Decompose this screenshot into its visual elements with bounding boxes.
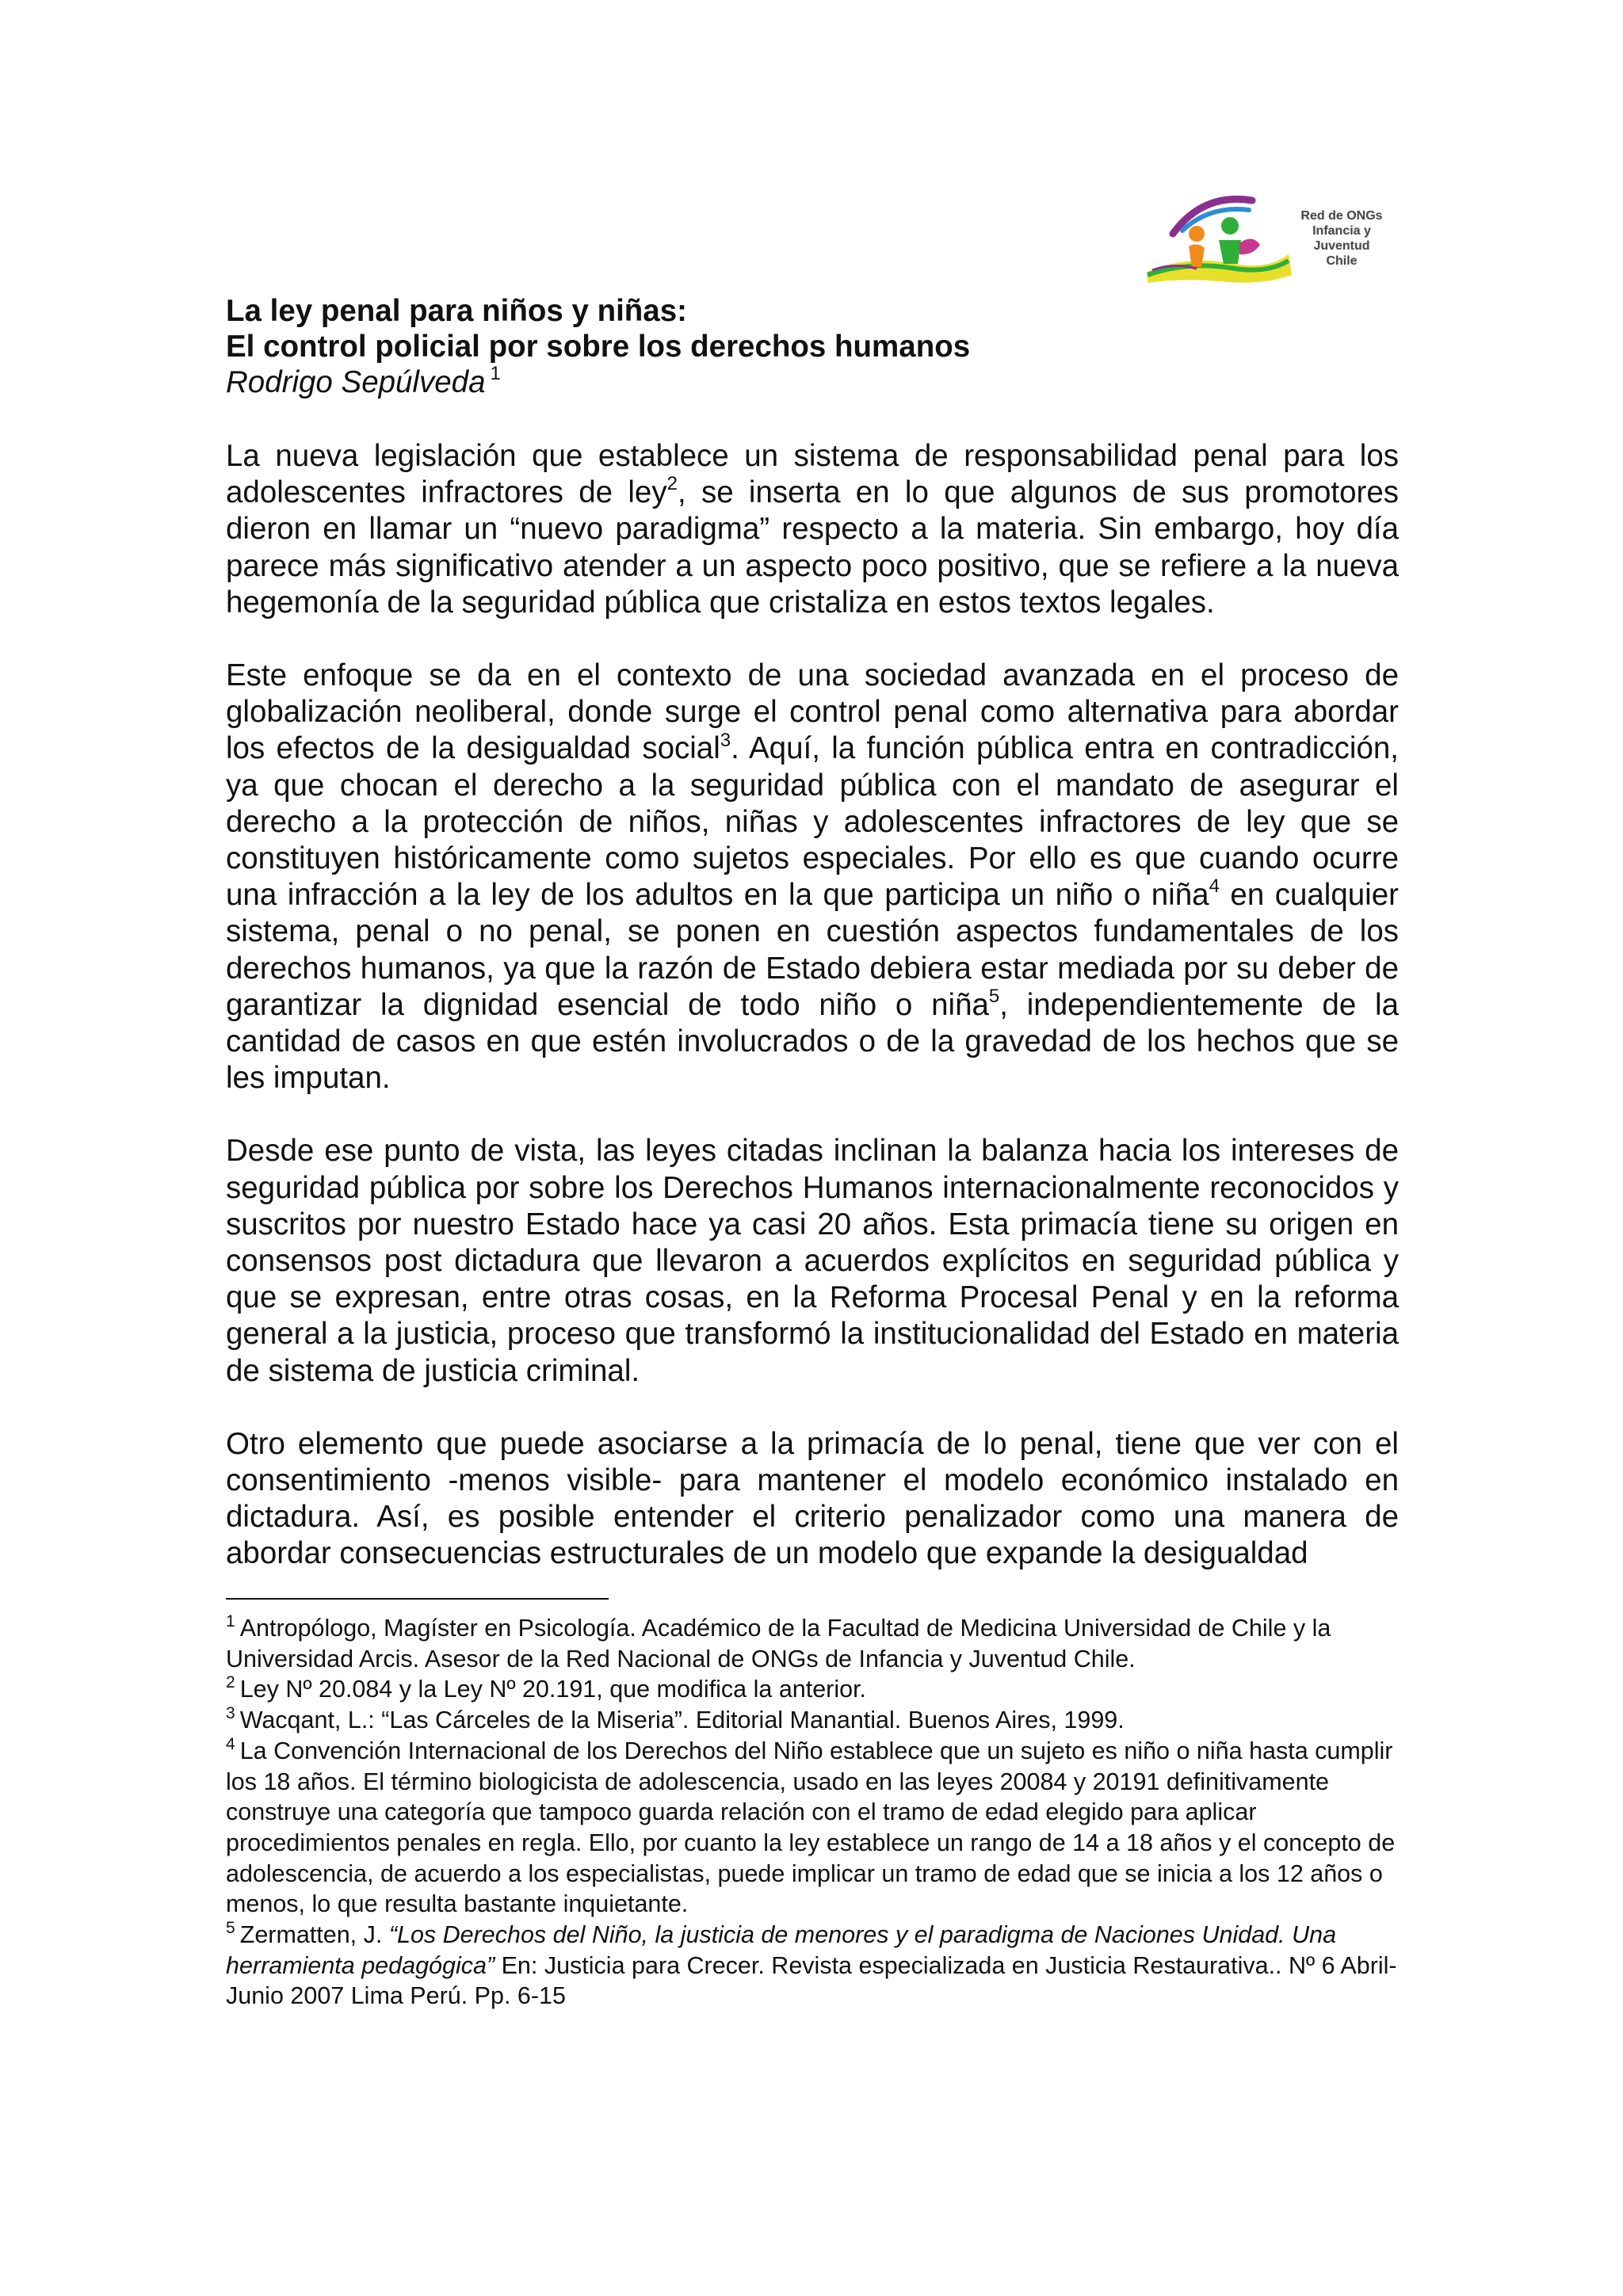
- footnote-ref-4[interactable]: 4: [1209, 875, 1220, 898]
- footnotes: [226, 1613, 1399, 2012]
- footnote-number: 5: [226, 1918, 235, 1937]
- footnote-ref-1[interactable]: 1: [490, 363, 501, 385]
- footnote-number: 4: [226, 1734, 235, 1753]
- footnote-number: 3: [226, 1703, 235, 1722]
- footnote-number: 1: [226, 1611, 235, 1630]
- footnote-4: [226, 1736, 1399, 1920]
- document-header: [226, 293, 1399, 400]
- logo-line: Infancia y: [1312, 224, 1371, 238]
- logo-line: Juventud: [1313, 239, 1370, 253]
- logo-text: [1282, 208, 1401, 269]
- footnote-2: [226, 1674, 1399, 1705]
- footnote-cited-title: “Los Derechos del Niño, la justicia de menores y el paradigma de Naciones Unidad. Una herramienta pedagógica”: [226, 1921, 1337, 1979]
- paragraph-2: [226, 658, 1399, 1097]
- footnote-text: En: Justicia para Crecer. Revista especializada en Justicia Restaurativa.. Nº 6 Abril-Junio 2007 Lima Perú. Pp. 6-15: [226, 1951, 1397, 2010]
- paragraph-text: , independientemente de la cantidad de casos en que estén involucrados o de la gravedad de los hechos que se les imputan.: [226, 987, 1399, 1096]
- footnote-1: [226, 1613, 1399, 1674]
- footnote-text: La Convención Internacional de los Derechos del Niño establece que un sujeto es niño o niña hasta cumplir los 18 años. El término biologicista de adolescencia, usado en las leyes 20084 y 20191 definitivamente construye una categoría que tampoco guarda relación con el tramo de edad elegido para aplicar procedimientos penales en regla. Ello, por cuanto la ley establece un rango de 14 a 18 años y el concepto de adolescencia, de acuerdo a los especialistas, puede implicar un tramo de edad que se inicia a los 12 años o menos, lo que resulta bastante inquietante.: [226, 1737, 1396, 1918]
- organization-logo: [1141, 178, 1403, 289]
- footnote-ref-3[interactable]: 3: [720, 729, 731, 751]
- paragraph-4: Otro elemento que puede asociarse a la primacía de lo penal, tiene que ver con el consentimiento -menos visible- para mantener el modelo económico instalado en dictadura. Así, es posible entender el criterio penalizador como una manera de abordar consecuencias estructurales de un modelo que expande la desigualdad: [226, 1426, 1399, 1571]
- paragraph-text: Este enfoque se da en el contexto de una sociedad avanzada en el proceso de globalización neoliberal, donde surge el control penal como alternativa para abordar los efectos de la desigualdad social: [226, 658, 1399, 766]
- paragraph-text: en cualquier sistema, penal o no penal, se ponen en cuestión aspectos fundamentales de los derechos humanos, ya que la razón de Estado debiera estar mediada por su deber de garantizar la dignidad esencial de todo niño o niña: [226, 878, 1399, 1022]
- title-line-2: El control policial por sobre los derechos humanos: [226, 330, 971, 364]
- author-name: [226, 364, 1399, 400]
- logo-line: Chile: [1326, 254, 1358, 268]
- footnote-ref-2[interactable]: 2: [666, 473, 678, 495]
- paragraph-3: Desde ese punto de vista, las leyes citadas inclinan la balanza hacia los intereses de seguridad pública por sobre los Derechos Humanos internacionalmente reconocidos y suscritos por nuestro Estado hace ya casi 20 años. Esta primacía tiene su origen en consensos post dictadura que llevaron a acuerdos explícitos en seguridad pública y que se expresan, entre otras cosas, en la Reforma Procesal Penal y en la reforma general a la justicia, proceso que transformó la institucionalidad del Estado en materia de sistema de justicia criminal.: [226, 1134, 1399, 1388]
- footnote-5: [226, 1920, 1399, 2012]
- author-text: Rodrigo Sepúlveda: [226, 365, 486, 399]
- title-line-1: La ley penal para niños y niñas:: [226, 294, 687, 328]
- paragraph-1: [226, 438, 1399, 621]
- paragraph-text: La nueva legislación que establece un sistema de responsabilidad penal para los adolescentes infractores de ley: [226, 439, 1399, 510]
- paragraph-text: . Aquí, la función pública entra en contradicción, ya que chocan el derecho a la seguridad pública con el mandato de asegurar el derecho a la protección de niños, niñas y adolescentes infractores de ley que se constituyen históricamente como sujetos especiales. Por ello es que cuando ocurre una infracción a la ley de los adultos en la que participa un niño o niña: [226, 731, 1399, 913]
- footnote-separator: [226, 1598, 609, 1600]
- footnote-author: Zermatten, J.: [239, 1921, 389, 1949]
- logo-line: Red de ONGs: [1300, 209, 1383, 223]
- footnote-text: Ley Nº 20.084 y la Ley Nº 20.191, que modifica la anterior.: [239, 1676, 867, 1703]
- paragraph-text: , se inserta en lo que algunos de sus promotores dieron en llamar un “nuevo paradigma” respecto a la materia. Sin embargo, hoy día parece más significativo atender a un aspecto poco positivo, que se refiere a la nueva hegemonía de la seguridad pública que cristaliza en estos textos legales.: [226, 475, 1399, 620]
- footnote-ref-5[interactable]: 5: [988, 986, 1000, 1008]
- red-ongs-infancia-logo-icon: [1141, 178, 1300, 289]
- footnote-number: 2: [226, 1673, 235, 1692]
- footnote-3: [226, 1705, 1399, 1736]
- footnote-text: Wacqant, L.: “Las Cárceles de la Miseria”. Editorial Manantial. Buenos Aires, 1999.: [239, 1707, 1125, 1734]
- footnote-text: Antropólogo, Magíster en Psicología. Académico de la Facultad de Medicina Universidad de Chile y la Universidad Arcis. Asesor de la Red Nacional de ONGs de Infancia y Juventud Chile.: [226, 1615, 1331, 1672]
- body-text: [226, 438, 1399, 1573]
